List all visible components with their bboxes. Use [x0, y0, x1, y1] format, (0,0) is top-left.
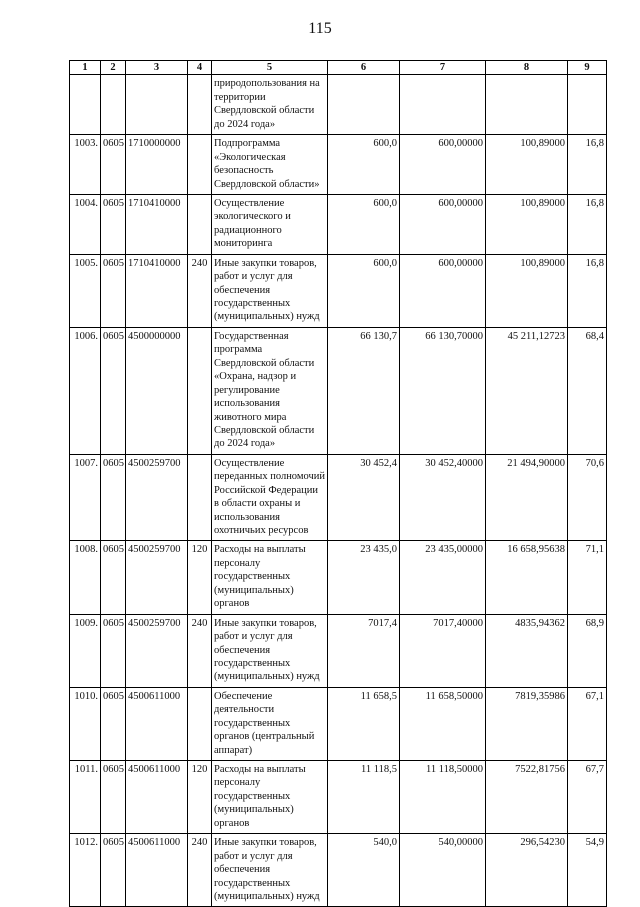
execution-percent: 71,1 [568, 541, 607, 614]
target-code: 4500259700 [126, 454, 188, 541]
section-code: 0605 [101, 614, 126, 687]
executed-amount: 4835,94362 [486, 614, 568, 687]
planned-amount: 540,0 [328, 834, 400, 907]
execution-percent: 70,6 [568, 454, 607, 541]
column-header: 6 [328, 61, 400, 75]
planned-amount: 66 130,7 [328, 327, 400, 454]
column-header: 7 [400, 61, 486, 75]
table-row [70, 541, 607, 614]
row-number: 1009. [70, 614, 101, 687]
planned-amount: 23 435,0 [328, 541, 400, 614]
planned-amount: 30 452,4 [328, 454, 400, 541]
section-code: 0605 [101, 454, 126, 541]
execution-percent [568, 75, 607, 135]
item-name: Подпрограмма «Экологическая безопасность Свердловской области» [212, 135, 328, 195]
section-code: 0605 [101, 761, 126, 834]
executed-amount: 7819,35986 [486, 687, 568, 760]
executed-amount: 7522,81756 [486, 761, 568, 834]
expense-type: 120 [188, 761, 212, 834]
row-number: 1006. [70, 327, 101, 454]
execution-percent: 16,8 [568, 254, 607, 327]
section-code: 0605 [101, 135, 126, 195]
planned-amount: 600,0 [328, 254, 400, 327]
header-row [70, 61, 607, 75]
expense-type [188, 327, 212, 454]
expense-type: 240 [188, 254, 212, 327]
planned-amount: 600,0 [328, 135, 400, 195]
item-name: природопользования на территории Свердловской области до 2024 года» [212, 75, 328, 135]
executed-amount: 21 494,90000 [486, 454, 568, 541]
planned-amount: 11 118,5 [328, 761, 400, 834]
execution-percent: 68,4 [568, 327, 607, 454]
executed-amount: 100,89000 [486, 135, 568, 195]
row-number: 1011. [70, 761, 101, 834]
row-number: 1003. [70, 135, 101, 195]
execution-percent: 54,9 [568, 834, 607, 907]
execution-percent: 16,8 [568, 194, 607, 254]
executed-amount: 16 658,95638 [486, 541, 568, 614]
expense-type [188, 454, 212, 541]
row-number: 1010. [70, 687, 101, 760]
column-header: 9 [568, 61, 607, 75]
expense-type [188, 194, 212, 254]
column-header: 8 [486, 61, 568, 75]
section-code: 0605 [101, 687, 126, 760]
approved-amount: 23 435,00000 [400, 541, 486, 614]
section-code: 0605 [101, 194, 126, 254]
planned-amount: 7017,4 [328, 614, 400, 687]
planned-amount: 11 658,5 [328, 687, 400, 760]
execution-percent: 67,1 [568, 687, 607, 760]
item-name: Расходы на выплаты персоналу государственных (муниципальных) органов [212, 761, 328, 834]
approved-amount [400, 75, 486, 135]
item-name: Государственная программа Свердловской области «Охрана, надзор и регулирование использования животного мира Свердловской области до 2024 года» [212, 327, 328, 454]
expense-type: 120 [188, 541, 212, 614]
approved-amount: 7017,40000 [400, 614, 486, 687]
target-code: 1710410000 [126, 194, 188, 254]
execution-percent: 16,8 [568, 135, 607, 195]
planned-amount [328, 75, 400, 135]
table-row [70, 254, 607, 327]
section-code [101, 75, 126, 135]
row-number [70, 75, 101, 135]
row-number: 1008. [70, 541, 101, 614]
planned-amount: 600,0 [328, 194, 400, 254]
table-row [70, 454, 607, 541]
expense-type: 240 [188, 834, 212, 907]
target-code: 4500000000 [126, 327, 188, 454]
table-row [70, 687, 607, 760]
row-number: 1005. [70, 254, 101, 327]
expense-type [188, 687, 212, 760]
section-code: 0605 [101, 541, 126, 614]
item-name: Иные закупки товаров, работ и услуг для обеспечения государственных (муниципальных) нужд [212, 834, 328, 907]
budget-table [69, 60, 607, 907]
executed-amount: 100,89000 [486, 194, 568, 254]
column-header: 5 [212, 61, 328, 75]
table-row [70, 135, 607, 195]
section-code: 0605 [101, 834, 126, 907]
expense-type: 240 [188, 614, 212, 687]
item-name: Обеспечение деятельности государственных органов (центральный аппарат) [212, 687, 328, 760]
column-header: 1 [70, 61, 101, 75]
section-code: 0605 [101, 254, 126, 327]
approved-amount: 600,00000 [400, 194, 486, 254]
target-code: 4500611000 [126, 834, 188, 907]
table-row [70, 834, 607, 907]
execution-percent: 67,7 [568, 761, 607, 834]
expense-type [188, 75, 212, 135]
column-header: 4 [188, 61, 212, 75]
executed-amount: 296,54230 [486, 834, 568, 907]
approved-amount: 600,00000 [400, 254, 486, 327]
row-number: 1004. [70, 194, 101, 254]
target-code: 1710000000 [126, 135, 188, 195]
approved-amount: 600,00000 [400, 135, 486, 195]
approved-amount: 30 452,40000 [400, 454, 486, 541]
execution-percent: 68,9 [568, 614, 607, 687]
target-code: 4500611000 [126, 761, 188, 834]
target-code [126, 75, 188, 135]
table-row [70, 761, 607, 834]
table-row [70, 75, 607, 135]
table-row [70, 614, 607, 687]
row-number: 1007. [70, 454, 101, 541]
target-code: 4500259700 [126, 541, 188, 614]
executed-amount: 45 211,12723 [486, 327, 568, 454]
item-name: Осуществление переданных полномочий Российской Федерации в области охраны и использования охотничьих ресурсов [212, 454, 328, 541]
section-code: 0605 [101, 327, 126, 454]
target-code: 4500611000 [126, 687, 188, 760]
item-name: Осуществление экологического и радиационного мониторинга [212, 194, 328, 254]
item-name: Иные закупки товаров, работ и услуг для обеспечения государственных (муниципальных) нужд [212, 254, 328, 327]
approved-amount: 11 658,50000 [400, 687, 486, 760]
item-name: Расходы на выплаты персоналу государственных (муниципальных) органов [212, 541, 328, 614]
column-header: 3 [126, 61, 188, 75]
target-code: 4500259700 [126, 614, 188, 687]
executed-amount: 100,89000 [486, 254, 568, 327]
approved-amount: 11 118,50000 [400, 761, 486, 834]
table-row [70, 194, 607, 254]
target-code: 1710410000 [126, 254, 188, 327]
item-name: Иные закупки товаров, работ и услуг для обеспечения государственных (муниципальных) нужд [212, 614, 328, 687]
page-number: 115 [308, 20, 332, 37]
column-header: 2 [101, 61, 126, 75]
table-row [70, 327, 607, 454]
expense-type [188, 135, 212, 195]
executed-amount [486, 75, 568, 135]
row-number: 1012. [70, 834, 101, 907]
approved-amount: 540,00000 [400, 834, 486, 907]
approved-amount: 66 130,70000 [400, 327, 486, 454]
